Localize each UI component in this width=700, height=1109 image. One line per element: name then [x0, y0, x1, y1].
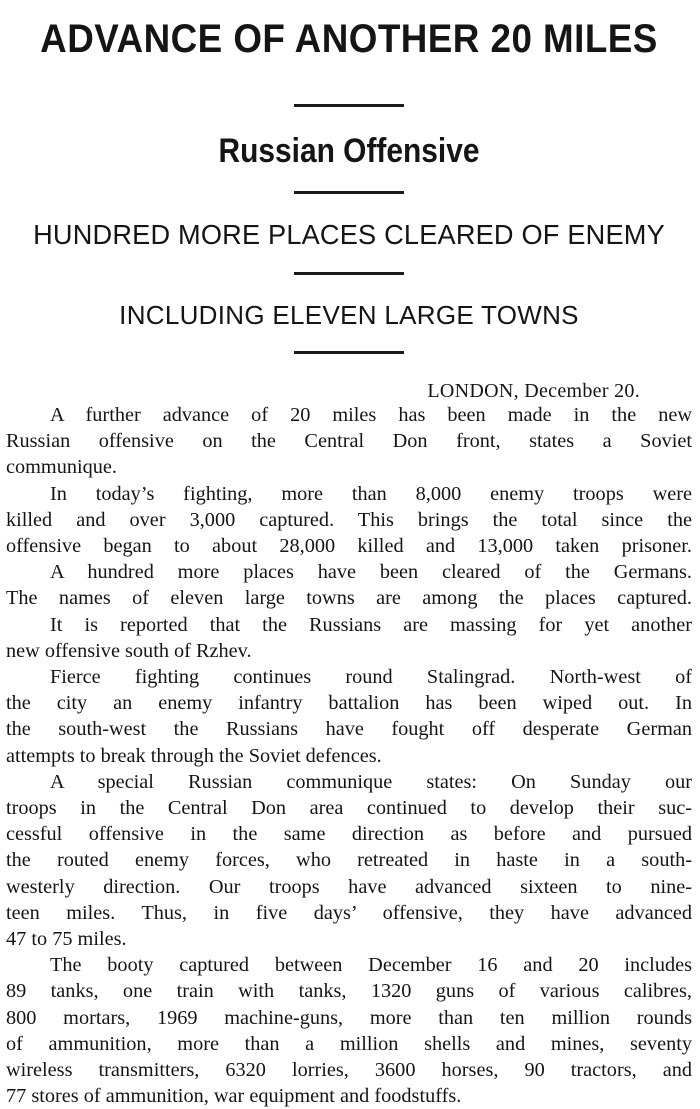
text-line: 77 stores of ammunition, war equipment and foodstuffs.	[6, 1085, 462, 1108]
paragraph	[6, 769, 692, 952]
text-line: the south-west the Russians have fought off desperate German	[6, 718, 692, 741]
text-line: new offensive south of Rzhev.	[6, 639, 252, 662]
second-headline: Russian Offensive	[218, 132, 480, 170]
paragraph	[6, 612, 692, 664]
headline-divider-4	[294, 351, 404, 354]
fourth-headline: INCLUDING ELEVEN LARGE TOWNS	[119, 300, 579, 330]
paragraph	[6, 952, 692, 1109]
text-line: 47 to 75 miles.	[6, 928, 127, 951]
text-line: communique.	[6, 456, 117, 479]
headline-divider-3	[294, 272, 404, 275]
text-line: In today’s fighting, more than 8,000 enemy troops were	[50, 482, 692, 505]
headline-divider-1	[294, 104, 404, 107]
text-line: The names of eleven large towns are among the places captured.	[6, 587, 692, 610]
text-line: cessful offensive in the same direction as before and pursued	[6, 823, 692, 846]
text-line: of ammunition, more than a million shells and mines, seventy	[6, 1032, 692, 1055]
text-line: troops in the Central Don area continued to develop their suc-	[6, 797, 692, 820]
text-line: the city an enemy infantry battalion has been wiped out. In	[6, 692, 692, 715]
text-line: Russian offensive on the Central Don front, states a Soviet	[6, 430, 692, 453]
text-line: the routed enemy forces, who retreated in haste in a south-	[6, 849, 692, 872]
paragraph	[6, 664, 692, 769]
text-line: teen miles. Thus, in five days’ offensive, they have advanced	[6, 901, 692, 924]
text-line: Fierce fighting continues round Stalingrad. North-west of	[50, 666, 692, 689]
paragraph	[6, 559, 692, 611]
headline-divider-2	[294, 191, 404, 194]
text-line: A further advance of 20 miles has been made in the new	[50, 404, 692, 426]
text-line: The booty captured between December 16 and 20 includes	[50, 954, 692, 977]
text-line: wireless transmitters, 6320 lorries, 3600 horses, 90 tractors, and	[6, 1059, 692, 1082]
text-line: 800 mortars, 1969 machine-guns, more than ten million rounds	[6, 1006, 692, 1029]
article-body	[6, 402, 692, 1109]
paragraph	[6, 402, 692, 481]
text-line: A hundred more places have been cleared of the Germans.	[50, 561, 692, 584]
dateline: LONDON, December 20.	[427, 380, 640, 402]
third-headline: HUNDRED MORE PLACES CLEARED OF ENEMY	[33, 219, 665, 250]
paragraph	[6, 481, 692, 560]
text-line: attempts to break through the Soviet defences.	[6, 744, 382, 767]
text-line: It is reported that the Russians are massing for yet another	[50, 613, 692, 636]
text-line: offensive began to about 28,000 killed and 13,000 taken prisoner.	[6, 535, 692, 558]
text-line: 89 tanks, one train with tanks, 1320 guns of various calibres,	[6, 980, 692, 1003]
main-headline: ADVANCE OF ANOTHER 20 MILES	[40, 17, 658, 61]
text-line: westerly direction. Our troops have advanced sixteen to nine-	[6, 875, 692, 898]
text-line: A special Russian communique states: On Sunday our	[50, 770, 692, 793]
text-line: killed and over 3,000 captured. This brings the total since the	[6, 508, 692, 531]
